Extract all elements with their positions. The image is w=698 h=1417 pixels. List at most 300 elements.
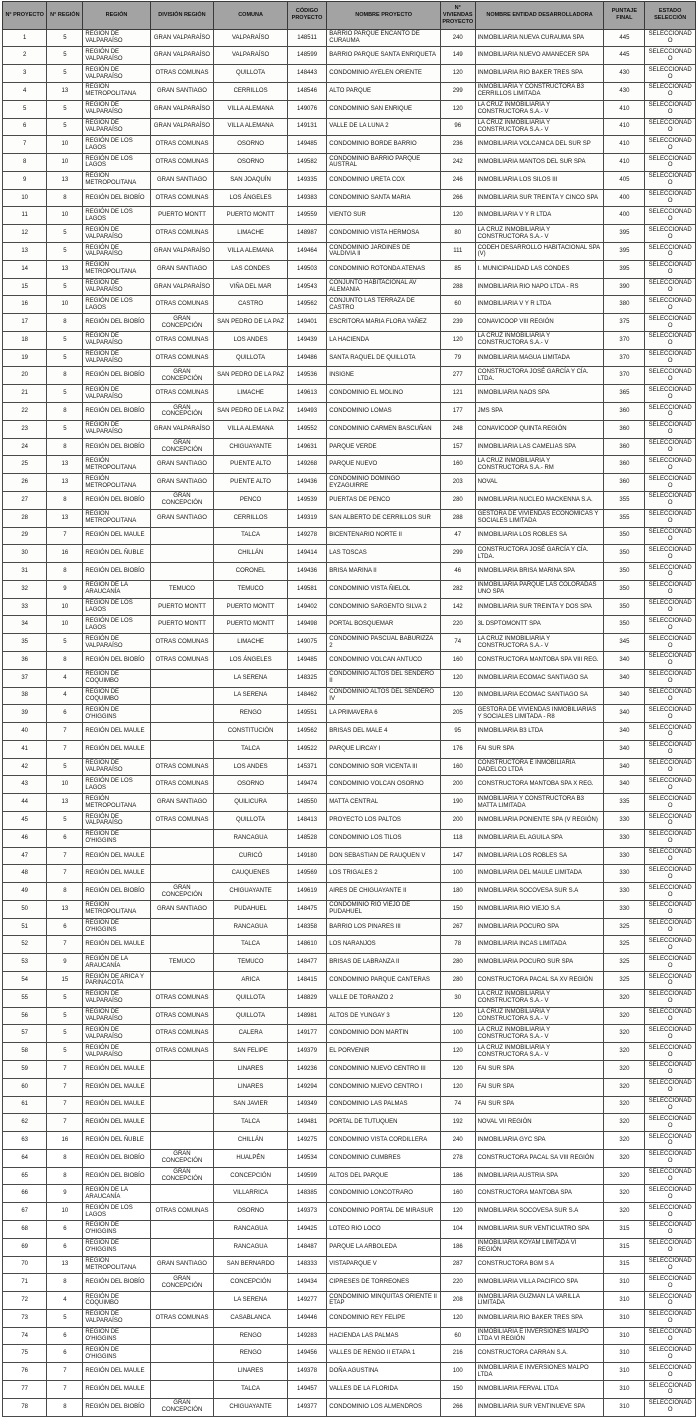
table-cell: QUILLOTA <box>214 1007 287 1025</box>
table-cell: GRAN CONCEPCIÓN <box>150 1398 214 1416</box>
table-cell: OTRAS COMUNAS <box>150 225 214 243</box>
table-cell: 95 <box>440 723 475 741</box>
table-cell: INMOBILIARIA KOYAM LIMITADA VI REGIÓN <box>475 1238 604 1256</box>
table-cell: SELECCIONADO <box>645 1220 696 1238</box>
table-row <box>3 812 696 830</box>
table-cell: 310 <box>604 1309 645 1327</box>
table-cell: 4 <box>47 1292 83 1310</box>
table-cell: OTRAS COMUNAS <box>150 1043 214 1061</box>
table-cell: GRAN CONCEPCIÓN <box>150 367 214 385</box>
table-cell: GRAN SANTIAGO <box>150 456 214 474</box>
table-cell: 5 <box>47 243 83 261</box>
table-cell: SELECCIONADO <box>645 723 696 741</box>
table-cell: 350 <box>604 616 645 634</box>
table-cell: HACIENDA LAS PALMAS <box>327 1327 441 1345</box>
table-cell: 5 <box>47 225 83 243</box>
table-cell: LA CRUZ INMOBILIARIA Y CONSTRUCTORA S.A.- V <box>475 1007 604 1025</box>
table-row <box>3 705 696 723</box>
table-row <box>3 723 696 741</box>
table-cell: REGIÓN DEL BIOBÍO <box>83 438 150 456</box>
table-cell: GRAN CONCEPCIÓN <box>150 1167 214 1185</box>
table-cell: OTRAS COMUNAS <box>150 349 214 367</box>
table-cell: SELECCIONADO <box>645 954 696 972</box>
table-cell: CONDOMINIO VOLCAN OSORNO <box>327 776 441 794</box>
table-cell: SELECCIONADO <box>645 420 696 438</box>
table-cell: 43 <box>3 776 47 794</box>
table-cell: 149177 <box>287 1025 327 1043</box>
table-cell: 148981 <box>287 1007 327 1025</box>
table-cell: GRAN CONCEPCIÓN <box>150 314 214 332</box>
table-cell: 25 <box>3 456 47 474</box>
table-cell: INMOBILIARIA AUSTRIA SPA <box>475 1167 604 1185</box>
table-cell: CONDOMINIO EL MOLINO <box>327 385 441 403</box>
table-cell: REGIÓN DEL MAULE <box>83 740 150 758</box>
table-cell: CONDOMINIO URETA COX <box>327 171 441 189</box>
table-cell: REGIÓN DE LOS LAGOS <box>83 136 150 154</box>
table-cell: 278 <box>440 1149 475 1167</box>
table-cell <box>150 1292 214 1310</box>
table-row <box>3 82 696 100</box>
column-header: N° PROYECTO <box>3 2 47 30</box>
table-cell: SELECCIONADO <box>645 758 696 776</box>
column-header: NOMBRE PROYECTO <box>327 2 441 30</box>
table-cell: 10 <box>47 598 83 616</box>
table-row <box>3 403 696 421</box>
table-cell: VALLES DE LA FLORIDA <box>327 1381 441 1399</box>
table-cell: OTRAS COMUNAS <box>150 296 214 314</box>
table-cell: REGIÓN DE LOS LAGOS <box>83 616 150 634</box>
table-cell: INMOBILIARIA PARQUE LAS COLORADAS UNO SPA <box>475 580 604 598</box>
table-cell: OTRAS COMUNAS <box>150 1309 214 1327</box>
table-cell: PUDAHUEL <box>214 900 287 918</box>
table-cell: SELECCIONADO <box>645 1096 696 1114</box>
table-cell: SELECCIONADO <box>645 883 696 901</box>
table-cell: GRAN SANTIAGO <box>150 1256 214 1274</box>
table-cell: CAUQUENES <box>214 865 287 883</box>
table-cell: SELECCIONADO <box>645 1274 696 1292</box>
table-cell: REGIÓN DE O'HIGGINS <box>83 829 150 847</box>
table-cell: REGIÓN DE O'HIGGINS <box>83 918 150 936</box>
table-cell: 6 <box>47 829 83 847</box>
table-cell: INMOBILIARIA EL AGUILA SPA <box>475 829 604 847</box>
table-cell: SELECCIONADO <box>645 1309 696 1327</box>
table-cell: 78 <box>440 936 475 954</box>
table-cell: 340 <box>604 651 645 669</box>
table-cell: 267 <box>440 918 475 936</box>
table-cell: OSORNO <box>214 154 287 172</box>
table-cell: 15 <box>3 278 47 296</box>
table-cell: REGIÓN DEL BIOBÍO <box>83 403 150 421</box>
table-row <box>3 616 696 634</box>
table-cell: CIPRESES DE TORREONES <box>327 1274 441 1292</box>
table-cell: 236 <box>440 136 475 154</box>
table-cell: 148528 <box>287 829 327 847</box>
table-cell: 47 <box>3 847 47 865</box>
table-cell: SELECCIONADO <box>645 65 696 83</box>
table-cell: 17 <box>3 314 47 332</box>
table-cell: REGIÓN DE VALPARAÍSO <box>83 812 150 830</box>
table-cell: 148325 <box>287 669 327 687</box>
table-cell: 149383 <box>287 189 327 207</box>
table-cell: 350 <box>604 563 645 581</box>
table-cell: CONCEPCIÓN <box>214 1167 287 1185</box>
table-cell: 360 <box>604 403 645 421</box>
table-cell: SELECCIONADO <box>645 847 696 865</box>
table-cell: INMOBILIARIA RIO VIEJO S.A <box>475 900 604 918</box>
table-cell: 9 <box>47 954 83 972</box>
table-cell: 35 <box>3 634 47 652</box>
table-cell: 74 <box>440 634 475 652</box>
table-cell: SELECCIONADO <box>645 243 696 261</box>
table-cell: REGIÓN DEL BIOBÍO <box>83 1167 150 1185</box>
table-cell: 299 <box>440 545 475 563</box>
table-cell: 266 <box>440 189 475 207</box>
table-cell: 320 <box>604 1025 645 1043</box>
table-cell: INMOBILIARIA SUR TREINTA Y CINCO SPA <box>475 189 604 207</box>
table-cell: LOS ANDES <box>214 758 287 776</box>
table-cell: REGIÓN DE VALPARAÍSO <box>83 349 150 367</box>
table-cell: INMOBILIARIA FERVAL LTDA <box>475 1381 604 1399</box>
table-cell: 149562 <box>287 296 327 314</box>
table-cell <box>150 918 214 936</box>
table-cell: 148550 <box>287 794 327 812</box>
table-cell: 350 <box>604 598 645 616</box>
table-cell: 118 <box>440 829 475 847</box>
table-cell: 76 <box>3 1363 47 1381</box>
table-cell: 5 <box>47 100 83 118</box>
table-cell: SELECCIONADO <box>645 900 696 918</box>
table-row <box>3 1060 696 1078</box>
table-cell: SELECCIONADO <box>645 367 696 385</box>
table-cell: 370 <box>604 367 645 385</box>
table-cell: EL PORVENIR <box>327 1043 441 1061</box>
table-cell: GRAN SANTIAGO <box>150 509 214 527</box>
table-row <box>3 1238 696 1256</box>
table-cell: 149436 <box>287 474 327 492</box>
table-cell: 330 <box>604 847 645 865</box>
table-cell: 52 <box>3 936 47 954</box>
table-cell: 208 <box>440 1292 475 1310</box>
table-cell: SELECCIONADO <box>645 563 696 581</box>
table-cell: 10 <box>47 207 83 225</box>
table-cell: 330 <box>604 829 645 847</box>
table-cell: 4 <box>47 687 83 705</box>
table-cell: 22 <box>3 403 47 421</box>
table-cell: 73 <box>3 1309 47 1327</box>
table-cell: 149379 <box>287 1043 327 1061</box>
table-cell: 390 <box>604 278 645 296</box>
table-cell: INMOBILIARIA LOS SILOS III <box>475 171 604 189</box>
table-cell: REGIÓN METROPOLITANA <box>83 1256 150 1274</box>
table-cell: 120 <box>440 1007 475 1025</box>
table-cell: LINARES <box>214 1060 287 1078</box>
table-cell: SAN PEDRO DE LA PAZ <box>214 314 287 332</box>
table-cell: CONDOMINIO CUMBRES <box>327 1149 441 1167</box>
table-cell: 42 <box>3 758 47 776</box>
table-cell: 145371 <box>287 758 327 776</box>
table-cell: INSIGNE <box>327 367 441 385</box>
table-cell: 149613 <box>287 385 327 403</box>
table-cell: LOS TRIGALES 2 <box>327 865 441 883</box>
table-row <box>3 1203 696 1221</box>
table-cell: PUERTO MONTT <box>214 207 287 225</box>
table-cell: 5 <box>47 29 83 47</box>
table-row <box>3 1292 696 1310</box>
table-cell: 149425 <box>287 1220 327 1238</box>
table-cell: 120 <box>440 1043 475 1061</box>
table-cell: 8 <box>47 1149 83 1167</box>
table-cell <box>150 1114 214 1132</box>
table-cell: LA CRUZ INMOBILIARIA Y CONSTRUCTORA S.A.- V <box>475 1025 604 1043</box>
column-header: DIVISIÓN REGIÓN <box>150 2 214 30</box>
table-cell: CONDOMINIO LONCOTRARO <box>327 1185 441 1203</box>
table-cell: REGIÓN DEL BIOBÍO <box>83 189 150 207</box>
table-cell: 111 <box>440 243 475 261</box>
table-cell: TALCA <box>214 936 287 954</box>
table-cell: 6 <box>47 705 83 723</box>
table-cell: 395 <box>604 243 645 261</box>
table-cell: VIÑA DEL MAR <box>214 278 287 296</box>
table-cell: 220 <box>440 1274 475 1292</box>
table-header-row <box>3 2 696 30</box>
table-cell: 160 <box>440 758 475 776</box>
table-cell: 63 <box>3 1132 47 1150</box>
table-cell: CONDOMINIO JARDINES DE VALDIVIA II <box>327 243 441 261</box>
table-cell: REGIÓN DE VALPARAÍSO <box>83 1309 150 1327</box>
table-cell: 16 <box>47 1132 83 1150</box>
table-cell: 48 <box>3 865 47 883</box>
table-cell: 120 <box>440 687 475 705</box>
table-cell <box>150 669 214 687</box>
table-cell: CHIGUAYANTE <box>214 883 287 901</box>
table-cell: PARQUE NUEVO <box>327 456 441 474</box>
table-cell: VILLA ALEMANA <box>214 243 287 261</box>
table-cell: 57 <box>3 1025 47 1043</box>
table-cell: 7 <box>3 136 47 154</box>
table-cell: OTRAS COMUNAS <box>150 65 214 83</box>
table-cell: 100 <box>440 1363 475 1381</box>
table-cell: BICENTENARIO NORTE II <box>327 527 441 545</box>
table-cell: CONDOMINIO DOMINGO EYZAGUIRRE <box>327 474 441 492</box>
table-cell: VILLA ALEMANA <box>214 420 287 438</box>
table-cell: SELECCIONADO <box>645 207 696 225</box>
table-row <box>3 918 696 936</box>
table-cell: BARRIO PARQUE SANTA ENRIQUETA <box>327 47 441 65</box>
table-cell: 56 <box>3 1007 47 1025</box>
table-cell: REGIÓN DEL BIOBÍO <box>83 563 150 581</box>
table-cell: BRISAS DE LABRANZA II <box>327 954 441 972</box>
table-cell: 365 <box>604 385 645 403</box>
table-cell: 10 <box>47 154 83 172</box>
table-cell: 18 <box>3 331 47 349</box>
table-cell: REGIÓN DEL MAULE <box>83 723 150 741</box>
table-cell: 49 <box>3 883 47 901</box>
table-cell: 149534 <box>287 1149 327 1167</box>
table-cell: REGIÓN DE O'HIGGINS <box>83 705 150 723</box>
table-row <box>3 598 696 616</box>
table-cell: ESCRITORA MARIA FLORA YAÑEZ <box>327 314 441 332</box>
table-cell: 266 <box>440 1398 475 1416</box>
table-cell: INMOBILIARIA GUZMAN LA VARILLA LIMITADA <box>475 1292 604 1310</box>
table-cell: CASTRO <box>214 296 287 314</box>
table-cell: 340 <box>604 740 645 758</box>
table-row <box>3 1185 696 1203</box>
table-cell: SELECCIONADO <box>645 1007 696 1025</box>
table-cell: SELECCIONADO <box>645 1203 696 1221</box>
table-cell: QUILLOTA <box>214 989 287 1007</box>
table-cell: 149377 <box>287 1398 327 1416</box>
table-cell: SELECCIONADO <box>645 616 696 634</box>
table-cell: CONDOMINIO DON MARTIN <box>327 1025 441 1043</box>
table-cell: GRAN CONCEPCIÓN <box>150 491 214 509</box>
table-cell: CONDOMINIO LAS PALMAS <box>327 1096 441 1114</box>
table-cell: 160 <box>440 456 475 474</box>
table-cell: RANCAGUA <box>214 1238 287 1256</box>
table-cell: 45 <box>3 812 47 830</box>
table-cell: 315 <box>604 1220 645 1238</box>
table-cell: 149 <box>440 47 475 65</box>
table-cell: 200 <box>440 776 475 794</box>
table-cell: SELECCIONADO <box>645 1149 696 1167</box>
table-cell: OTRAS COMUNAS <box>150 1007 214 1025</box>
table-cell: SELECCIONADO <box>645 29 696 47</box>
table-cell: 148358 <box>287 918 327 936</box>
table-cell: 149434 <box>287 1274 327 1292</box>
table-cell: SELECCIONADO <box>645 47 696 65</box>
table-cell: 61 <box>3 1096 47 1114</box>
table-row <box>3 527 696 545</box>
table-cell: 149456 <box>287 1345 327 1363</box>
table-cell: FAI SUR SPA <box>475 1060 604 1078</box>
table-cell: REGIÓN DE LA ARAUCANÍA <box>83 1185 150 1203</box>
table-cell: CHIGUAYANTE <box>214 1398 287 1416</box>
table-cell: 148443 <box>287 65 327 83</box>
table-cell: CONDOMINIO SAN ENRIQUE <box>327 100 441 118</box>
table-cell: SELECCIONADO <box>645 580 696 598</box>
table-cell: 8 <box>47 883 83 901</box>
table-cell: INMOBILIARIA NUEVA CURAUMA SPA <box>475 29 604 47</box>
table-cell: CONDOMINIO SANTA MARIA <box>327 189 441 207</box>
table-cell: GRAN VALPARAÍSO <box>150 118 214 136</box>
table-row <box>3 29 696 47</box>
table-cell: VIENTO SUR <box>327 207 441 225</box>
table-cell: SELECCIONADO <box>645 687 696 705</box>
table-cell: TALCA <box>214 1114 287 1132</box>
table-cell: 320 <box>604 1060 645 1078</box>
column-header: N° REGIÓN <box>47 2 83 30</box>
table-cell: 287 <box>440 1256 475 1274</box>
table-cell: REGIÓN DE VALPARAÍSO <box>83 989 150 1007</box>
table-cell: 280 <box>440 491 475 509</box>
table-cell: INMOBILIARIA V Y R LTDA <box>475 296 604 314</box>
table-cell: TEMUCO <box>150 954 214 972</box>
table-cell: 395 <box>604 260 645 278</box>
table-cell: OTRAS COMUNAS <box>150 989 214 1007</box>
table-cell: 5 <box>47 1043 83 1061</box>
table-cell: 149268 <box>287 456 327 474</box>
table-cell: SAN BERNARDO <box>214 1256 287 1274</box>
table-cell: LIMACHE <box>214 385 287 403</box>
projects-table <box>2 1 696 1417</box>
table-cell: 310 <box>604 1381 645 1399</box>
table-cell: 67 <box>3 1203 47 1221</box>
table-cell: 31 <box>3 563 47 581</box>
table-cell: SANTA RAQUEL DE QUILLOTA <box>327 349 441 367</box>
table-cell: 74 <box>3 1327 47 1345</box>
table-cell: LA CRUZ INMOBILIARIA Y CONSTRUCTORA S.A.- V <box>475 989 604 1007</box>
table-cell: CONSTRUCTORA E INMOBILIARIA DADELCO LTDA <box>475 758 604 776</box>
table-cell: 13 <box>47 82 83 100</box>
table-cell: 50 <box>3 900 47 918</box>
table-cell: 149378 <box>287 1363 327 1381</box>
table-cell: 7 <box>47 936 83 954</box>
table-cell: REGIÓN DEL MAULE <box>83 1060 150 1078</box>
table-cell <box>150 705 214 723</box>
table-cell: SAN JAVIER <box>214 1096 287 1114</box>
table-cell: 205 <box>440 705 475 723</box>
table-cell: REGIÓN METROPOLITANA <box>83 509 150 527</box>
table-cell: 148413 <box>287 812 327 830</box>
table-cell: CONDOMINIO PORTAL DE MIRASUR <box>327 1203 441 1221</box>
table-row <box>3 634 696 652</box>
table-cell: SELECCIONADO <box>645 1292 696 1310</box>
table-cell: 71 <box>3 1274 47 1292</box>
table-cell: 13 <box>47 794 83 812</box>
table-cell <box>150 847 214 865</box>
table-cell: SELECCIONADO <box>645 260 696 278</box>
table-cell: CONDOMINIO LOMAS <box>327 403 441 421</box>
table-cell: 69 <box>3 1238 47 1256</box>
table-row <box>3 865 696 883</box>
table-cell: 410 <box>604 136 645 154</box>
table-cell: 5 <box>47 278 83 296</box>
table-cell: 149439 <box>287 331 327 349</box>
table-cell: OTRAS COMUNAS <box>150 331 214 349</box>
table-cell: VISTAPARQUE V <box>327 1256 441 1274</box>
table-cell: 7 <box>47 1060 83 1078</box>
table-cell: REGIÓN DE LOS LAGOS <box>83 296 150 314</box>
table-cell: 46 <box>3 829 47 847</box>
table-cell: GRAN CONCEPCIÓN <box>150 403 214 421</box>
table-cell: CONCEPCIÓN <box>214 1274 287 1292</box>
table-cell: GESTORA DE VIVIENDAS INMOBILIARIAS Y SOCIALES LIMITADA - R8 <box>475 705 604 723</box>
table-cell: 148415 <box>287 972 327 990</box>
table-cell: PARQUE LIRCAY I <box>327 740 441 758</box>
table-cell: 7 <box>47 1381 83 1399</box>
table-cell: 350 <box>604 527 645 545</box>
table-cell: 149474 <box>287 776 327 794</box>
table-cell: LOTEO RIO LOCO <box>327 1220 441 1238</box>
table-row <box>3 936 696 954</box>
table-cell: 26 <box>3 474 47 492</box>
table-cell: 445 <box>604 29 645 47</box>
table-row <box>3 740 696 758</box>
table-cell <box>150 1132 214 1150</box>
table-cell: SELECCIONADO <box>645 438 696 456</box>
table-row <box>3 829 696 847</box>
table-row <box>3 278 696 296</box>
table-cell: 149559 <box>287 207 327 225</box>
table-cell: SELECCIONADO <box>645 651 696 669</box>
table-cell: 149294 <box>287 1078 327 1096</box>
table-cell: QUILLOTA <box>214 65 287 83</box>
table-cell: 239 <box>440 314 475 332</box>
table-row <box>3 1043 696 1061</box>
table-cell: 320 <box>604 1185 645 1203</box>
table-cell: REGIÓN DEL MAULE <box>83 1114 150 1132</box>
table-cell: INMOBILIARIA NUCLEO MACKENNA S.A. <box>475 491 604 509</box>
table-cell: 14 <box>3 260 47 278</box>
